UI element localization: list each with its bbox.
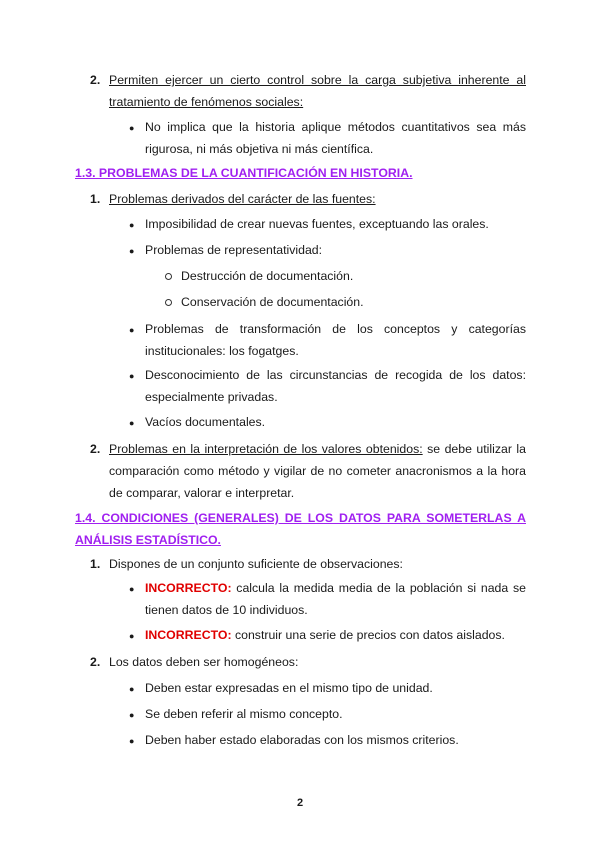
bullet-text: No implica que la historia aplique métodos cuantitativos sea más rigurosa, ni más objetiva ni más científica. xyxy=(145,120,526,156)
bullet-icon: ● xyxy=(129,123,135,133)
bullet-icon: ● xyxy=(129,220,135,230)
bullet-icon: ● xyxy=(129,371,135,381)
bullet-icon: ● xyxy=(129,584,135,594)
bullet-text-rest: calcula la medida media de la población si nada se tienen datos de 10 individuos. xyxy=(145,581,526,617)
list-item-text: Los datos deben ser homogéneos: xyxy=(109,655,299,669)
bullet-icon: ● xyxy=(129,418,135,428)
bullet-text-rest: construir una serie de precios con datos aislados. xyxy=(231,628,505,642)
sub-bullet-text: Destrucción de documentación. xyxy=(181,269,354,283)
list-number: 2. xyxy=(90,442,101,456)
list-item-text: Dispones de un conjunto suficiente de observaciones: xyxy=(109,557,403,571)
underlined-phrase: Problemas en la interpretación de los valores obtenidos: xyxy=(109,442,423,456)
section-heading: 1.4. CONDICIONES (GENERALES) DE LOS DATOS PARA SOMETERLAS A ANÁLISIS ESTADÍSTICO. xyxy=(75,511,526,547)
circle-bullet-icon xyxy=(165,299,172,306)
bullet-text: Problemas de transformación de los conceptos y categorías institucionales: los fogatges. xyxy=(145,322,526,358)
bullet-text: Vacíos documentales. xyxy=(145,415,266,429)
list-number: 2. xyxy=(90,655,101,669)
list-item-text xyxy=(109,438,526,504)
list-number: 2. xyxy=(90,73,101,87)
bullet-icon: ● xyxy=(129,710,135,720)
circle-bullet-icon xyxy=(165,273,172,280)
bullet-icon: ● xyxy=(129,325,135,335)
bullet-text: Problemas de representatividad: xyxy=(145,243,323,257)
bullet-text: Deben haber estado elaboradas con los mismos criterios. xyxy=(145,733,459,747)
bullet-icon: ● xyxy=(129,736,135,746)
bullet-text: Deben estar expresadas en el mismo tipo de unidad. xyxy=(145,681,433,695)
list-item-rest: se debe utilizar la comparación como método y vigilar de no cometer anacronismos a la hora de comparar, valorar e interpretar. xyxy=(109,442,527,500)
list-item-text: Problemas derivados del carácter de las fuentes: xyxy=(109,192,376,206)
bullet-text: Se deben referir al mismo concepto. xyxy=(145,707,343,721)
list-item-text: Permiten ejercer un cierto control sobre la carga subjetiva inherente al tratamiento de fenómenos sociales: xyxy=(109,73,526,109)
incorrect-label: INCORRECTO: xyxy=(145,581,232,595)
bullet-icon: ● xyxy=(129,631,135,641)
incorrect-label: INCORRECTO: xyxy=(145,628,232,642)
sub-bullet-text: Conservación de documentación. xyxy=(181,295,364,309)
bullet-text xyxy=(145,624,526,646)
bullet-icon: ● xyxy=(129,246,135,256)
page-number: 2 xyxy=(296,797,304,809)
bullet-text: Imposibilidad de crear nuevas fuentes, exceptuando las orales. xyxy=(145,217,489,231)
bullet-text: Desconocimiento de las circunstancias de recogida de los datos: especialmente privadas. xyxy=(145,368,526,404)
list-number: 1. xyxy=(90,192,101,206)
section-heading: 1.3. PROBLEMAS DE LA CUANTIFICACIÓN EN HISTORIA. xyxy=(75,166,413,180)
bullet-text xyxy=(145,577,526,621)
list-number: 1. xyxy=(90,557,101,571)
bullet-icon: ● xyxy=(129,684,135,694)
